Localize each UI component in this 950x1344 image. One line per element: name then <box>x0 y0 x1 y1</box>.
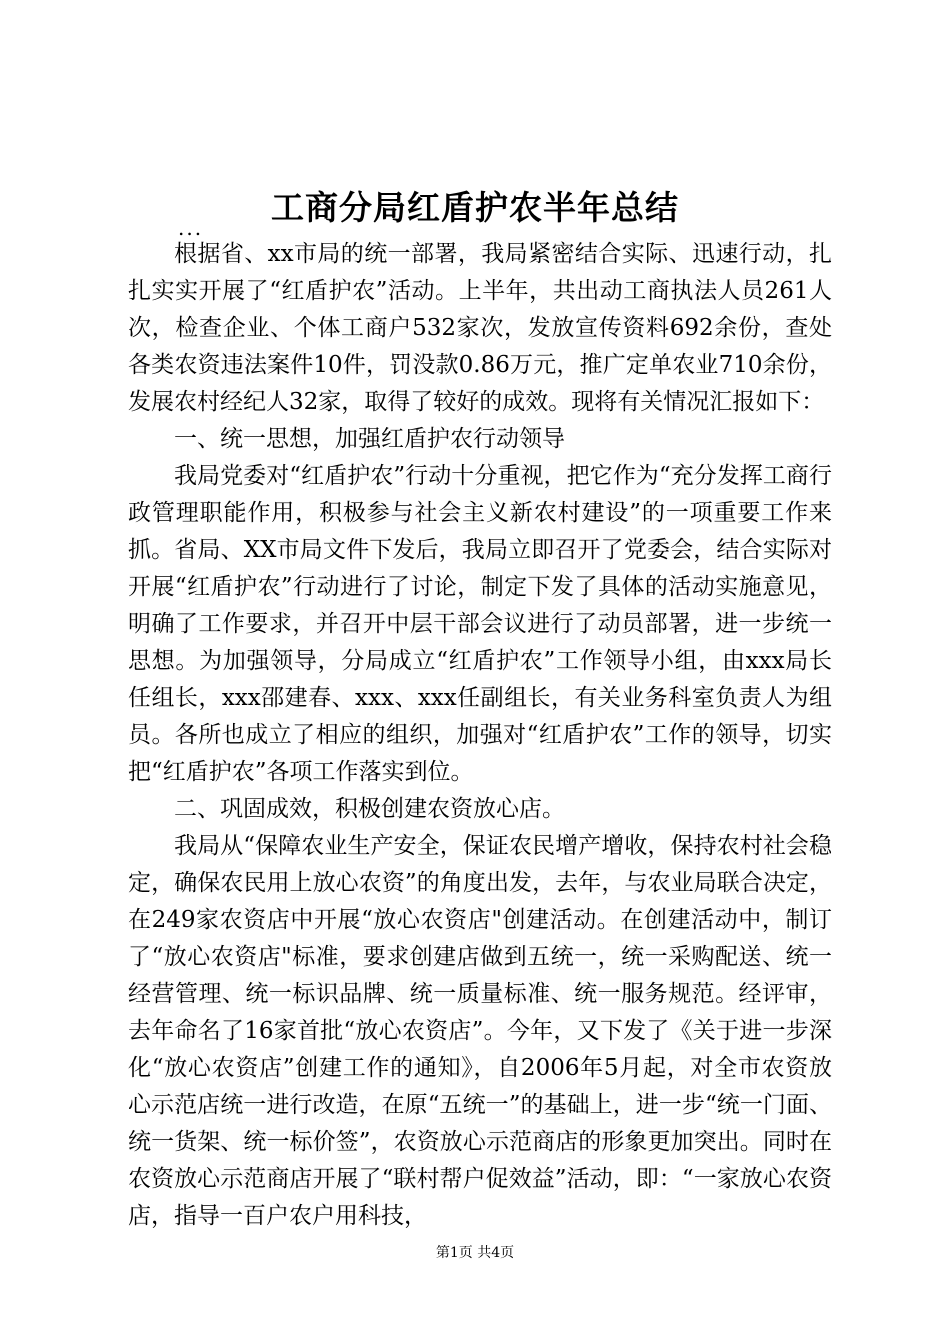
ellipsis-marker: ... <box>178 216 204 240</box>
paragraph-section-1: 我局党委对“红盾护农”行动十分重视，把它作为“充分发挥工商行政管理职能作用，积极参与社会主义新农村建设”的一项重要工作来抓。省局、XX市局文件下发后，我局立即召开了党委会，结合实际对开展“红盾护农”行动进行了讨论，制定下发了具体的活动实施意见，明确了工作要求，并召开中层干部会议进行了动员部署，进一步统一思想。为加强领导，分局成立“红盾护农”工作领导小组，由xxx局长任组长，xxx邵建春、xxx、xxx任副组长，有关业务科室负责人为组员。各所也成立了相应的组织，加强对“红盾护农”工作的领导，切实把“红盾护农”各项工作落实到位。 <box>128 463 832 785</box>
paragraph-section-2: 我局从“保障农业生产安全，保证农民增产增收，保持农村社会稳定，确保农民用上放心农资”的角度出发，去年，与农业局联合决定，在249家农资店中开展“放心农资店"创建活动。在创建活动中，制订了“放心农资店"标准，要求创建店做到五统一，统一采购配送、统一经营管理、统一标识品牌、统一质量标准、统一服务规范。经评审，去年命名了16家首批“放心农资店”。今年，又下发了《关于进一步深化“放心农资店”创建工作的通知》，自2006年5月起，对全市农资放心示范店统一进行改造，在原“五统一”的基础上，进一步“统一门面、统一货架、统一标价签”，农资放心示范商店的形象更加突出。同时在农资放心示范商店开展了“联村帮户促效益”活动，即：“一家放心农资店，指导一百户农户用科技， <box>128 833 832 1229</box>
section-heading-1: 一、统一思想，加强红盾护农行动领导 <box>174 426 565 452</box>
paragraph-intro: 根据省、xx市局的统一部署，我局紧密结合实际、迅速行动，扎扎实实开展了“红盾护农”活动。上半年，共出动工商执法人员261人次，检查企业、个体工商户532家次，发放宣传资料692余份，查处各类农资违法案件10件，罚没款0.86万元，推广定单农业710余份，发展农村经纪人32家，取得了较好的成效。现将有关情况汇报如下： <box>128 241 832 415</box>
section-heading-2: 二、巩固成效，积极创建农资放心店。 <box>174 796 565 822</box>
page-footer: 第1页 共4页 <box>435 1245 515 1261</box>
document-body <box>128 236 832 1235</box>
document-title: 工商分局红盾护农半年总结 <box>271 188 679 227</box>
